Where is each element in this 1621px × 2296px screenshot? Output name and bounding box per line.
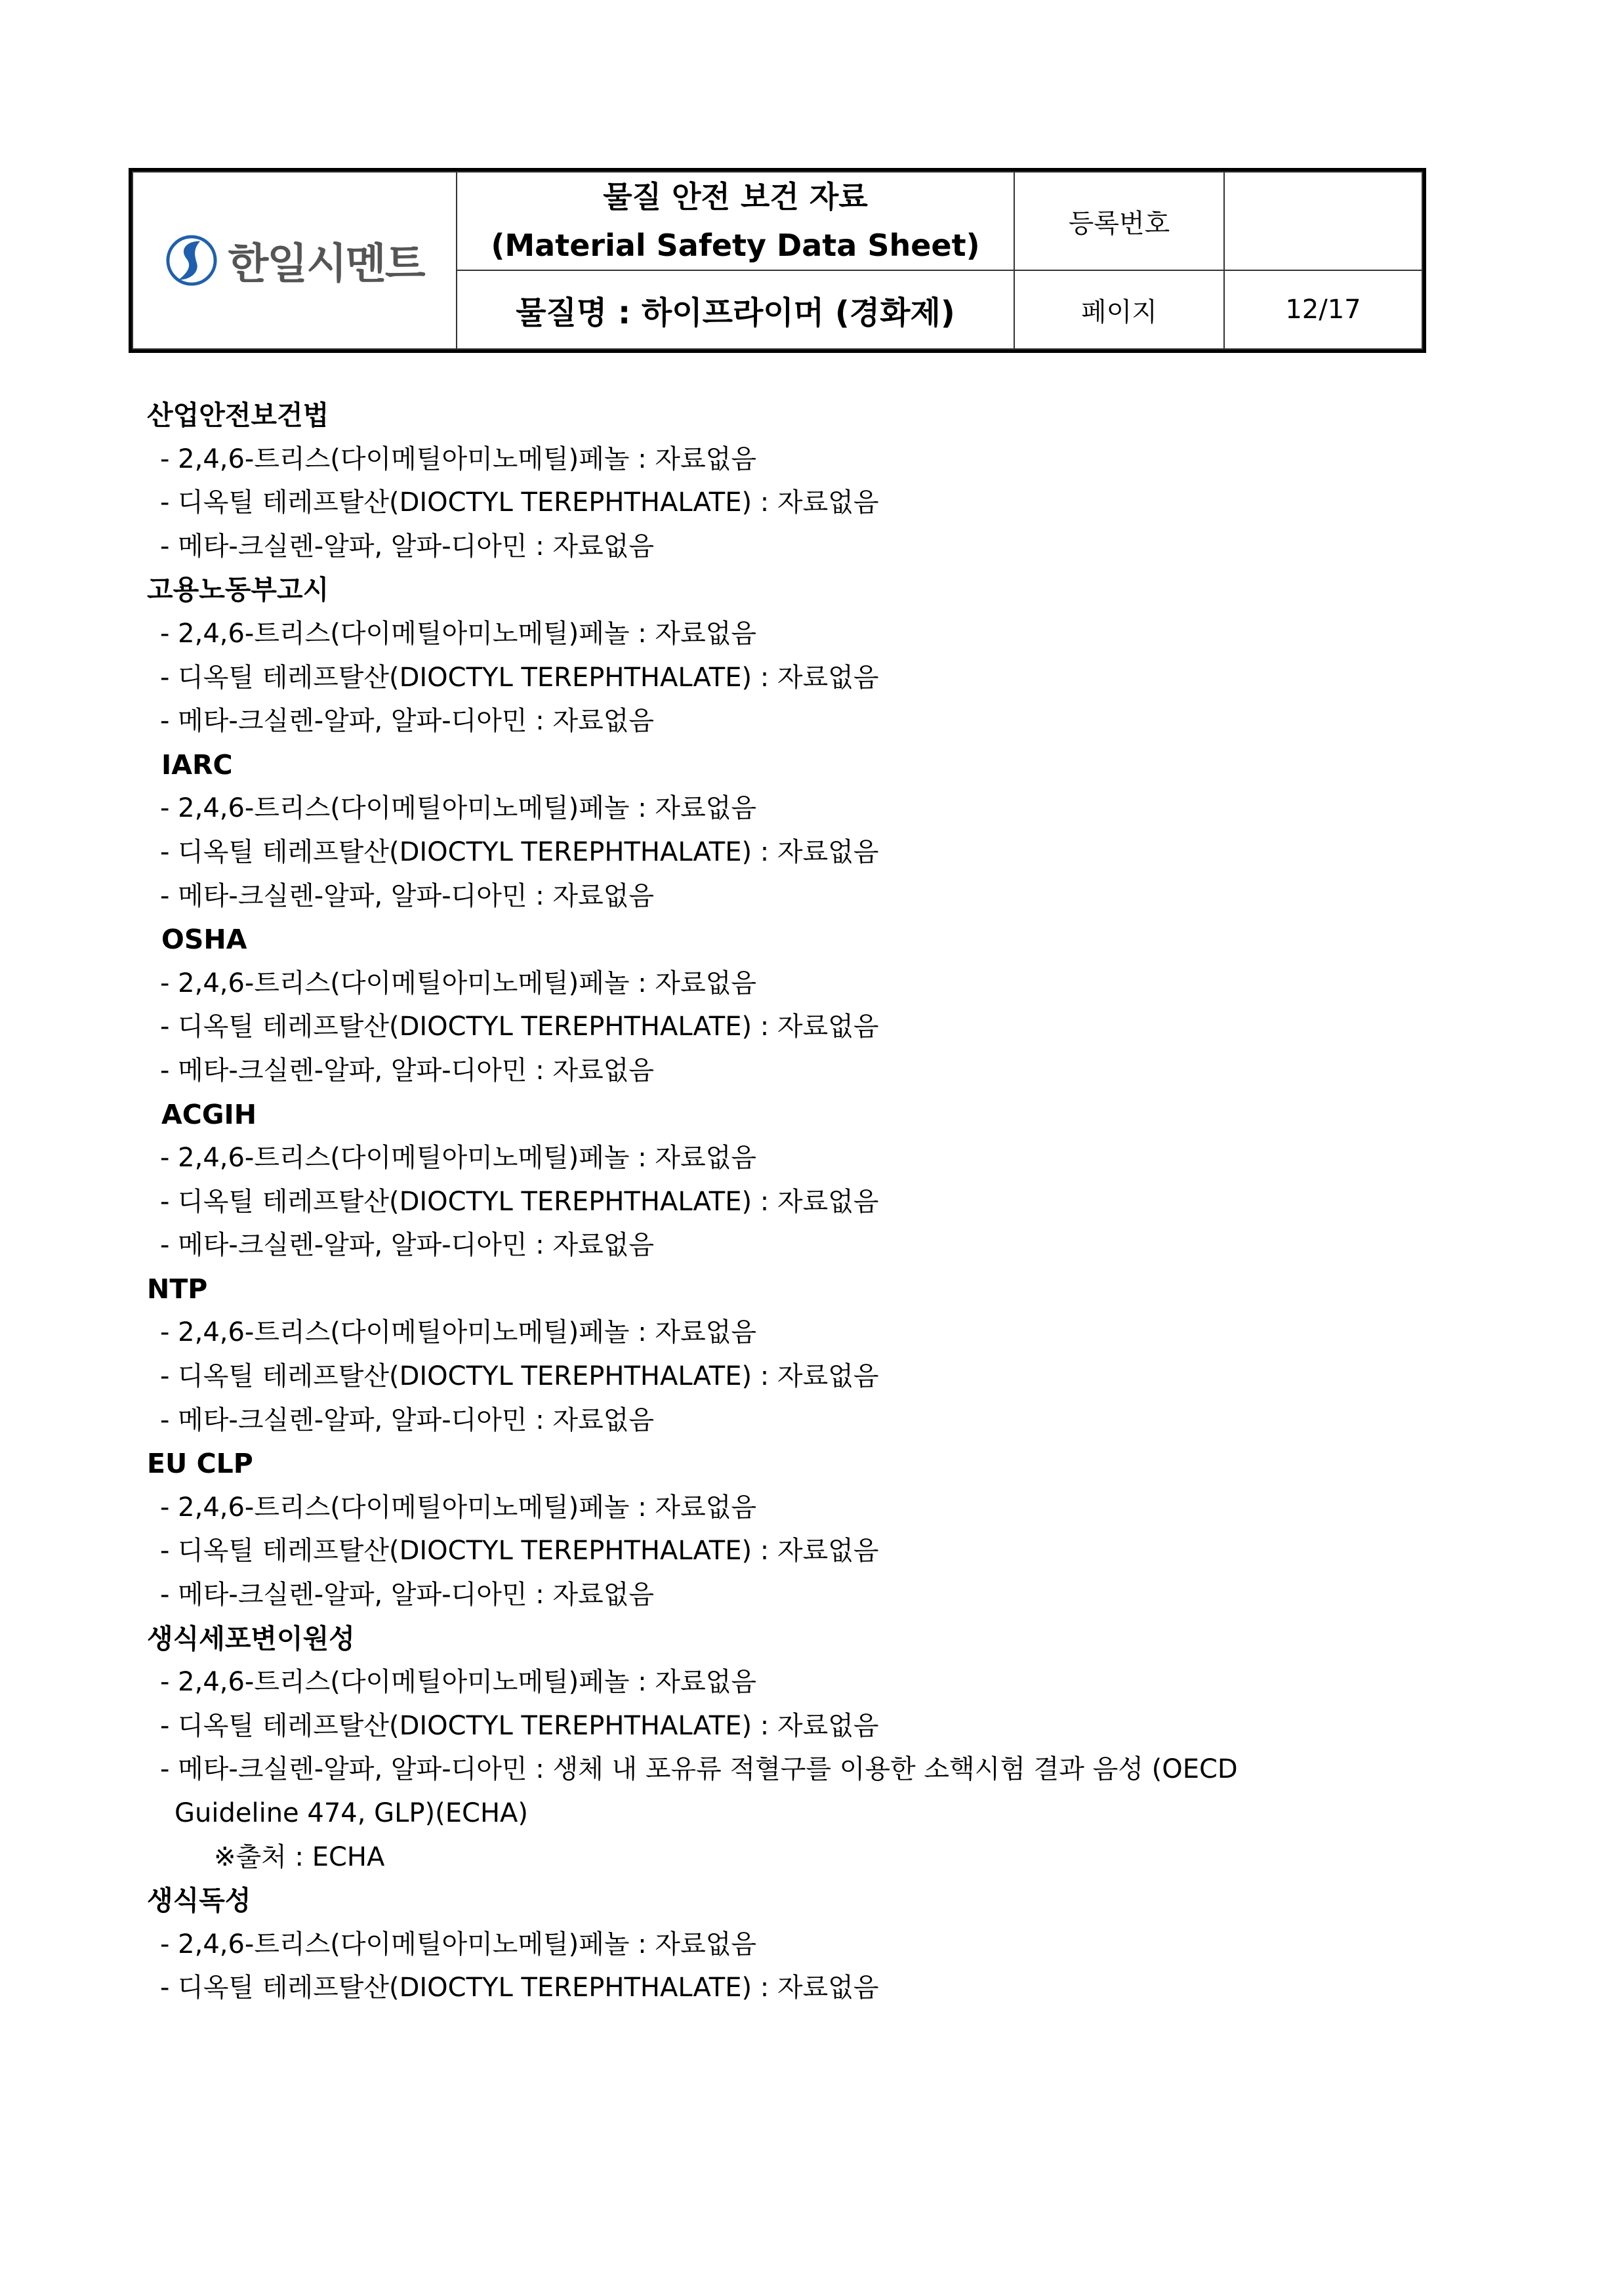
section-heading: 고용노동부고시: [147, 574, 329, 606]
list-item: - 메타-크실렌-알파, 알파-디아민 : 자료없음: [160, 880, 655, 911]
section-ntp: [147, 1267, 1393, 1442]
section-acgih: [147, 1093, 1393, 1267]
section-ministry-notice: [147, 568, 1393, 743]
page-number: 12/17: [1224, 270, 1422, 349]
list-item: - 2,4,6-트리스(다이메틸아미노메틸)페놀 : 자료없음: [160, 618, 756, 649]
list-item: - 디옥틸 테레프탈산(DIOCTYL TEREPHTHALATE) : 자료없음: [160, 1361, 879, 1392]
list-item: - 2,4,6-트리스(다이메틸아미노메틸)페놀 : 자료없음: [160, 1492, 756, 1523]
product-name: 물질명 : 하이프라이머 (경화제): [457, 270, 1014, 349]
list-item: - 디옥틸 테레프탈산(DIOCTYL TEREPHTHALATE) : 자료없음: [160, 487, 879, 518]
list-item: - 메타-크실렌-알파, 알파-디아민 : 자료없음: [160, 531, 655, 562]
title-english: (Material Safety Data Sheet): [491, 228, 980, 263]
list-item: - 2,4,6-트리스(다이메틸아미노메틸)페놀 : 자료없음: [160, 793, 756, 824]
registration-label: 등록번호: [1014, 172, 1224, 270]
title-korean: 물질 안전 보건 자료: [603, 179, 868, 215]
section-heading: OSHA: [161, 924, 247, 956]
list-item: - 메타-크실렌-알파, 알파-디아민 : 자료없음: [160, 706, 655, 737]
document-body: [147, 394, 1393, 2010]
list-item: - 디옥틸 테레프탈산(DIOCTYL TEREPHTHALATE) : 자료없음: [160, 836, 879, 867]
section-heading: 생식독성: [147, 1885, 251, 1917]
section-industrial-safety-act: [147, 394, 1393, 568]
list-item: - 2,4,6-트리스(다이메틸아미노메틸)페놀 : 자료없음: [160, 1667, 756, 1698]
section-heading: 산업안전보건법: [147, 400, 329, 431]
title-cell: [457, 172, 1014, 270]
section-eu-clp: [147, 1442, 1393, 1616]
section-heading: IARC: [161, 748, 233, 781]
section-heading: EU CLP: [147, 1448, 253, 1480]
list-item: - 2,4,6-트리스(다이메틸아미노메틸)페놀 : 자료없음: [160, 1317, 756, 1348]
company-name: 한일시멘트: [228, 240, 424, 289]
list-item: - 2,4,6-트리스(다이메틸아미노메틸)페놀 : 자료없음: [160, 1143, 756, 1174]
section-osha: [147, 918, 1393, 1092]
list-item: - 디옥틸 테레프탈산(DIOCTYL TEREPHTHALATE) : 자료없음: [160, 662, 879, 693]
list-item: - 디옥틸 테레프탈산(DIOCTYL TEREPHTHALATE) : 자료없음: [160, 1186, 879, 1217]
list-item: - 메타-크실렌-알파, 알파-디아민 : 자료없음: [160, 1230, 655, 1261]
section-reproductive-toxicity: [147, 1879, 1393, 2010]
document-header: [129, 168, 1426, 353]
list-item: - 디옥틸 테레프탈산(DIOCTYL TEREPHTHALATE) : 자료없음: [160, 1536, 879, 1567]
section-heading: 생식세포변이원성: [147, 1622, 355, 1654]
company-logo: [133, 230, 456, 291]
list-item: - 메타-크실렌-알파, 알파-디아민 : 생체 내 포유류 적혈구를 이용한 소핵시험 결과 음성 (OECD: [160, 1754, 1238, 1785]
list-item: - 2,4,6-트리스(다이메틸아미노메틸)페놀 : 자료없음: [160, 1929, 756, 1959]
company-logo-icon: [165, 234, 218, 287]
list-item: - 디옥틸 테레프탈산(DIOCTYL TEREPHTHALATE) : 자료없음: [160, 1973, 879, 2003]
list-item-continuation: Guideline 474, GLP)(ECHA): [174, 1798, 529, 1828]
section-heading: ACGIH: [161, 1098, 257, 1130]
source-note: ※출처 : ECHA: [214, 1841, 385, 1872]
list-item: - 2,4,6-트리스(다이메틸아미노메틸)페놀 : 자료없음: [160, 968, 756, 998]
list-item: - 디옥틸 테레프탈산(DIOCTYL TEREPHTHALATE) : 자료없음: [160, 1012, 879, 1042]
section-iarc: [147, 743, 1393, 918]
list-item: - 2,4,6-트리스(다이메틸아미노메틸)페놀 : 자료없음: [160, 443, 756, 474]
section-heading: NTP: [147, 1273, 208, 1305]
list-item: - 메타-크실렌-알파, 알파-디아민 : 자료없음: [160, 1404, 655, 1435]
registration-value: [1224, 172, 1422, 270]
list-item: - 메타-크실렌-알파, 알파-디아민 : 자료없음: [160, 1055, 655, 1086]
list-item: - 디옥틸 테레프탈산(DIOCTYL TEREPHTHALATE) : 자료없음: [160, 1710, 879, 1741]
page-label: 페이지: [1014, 270, 1224, 349]
list-item: - 메타-크실렌-알파, 알파-디아민 : 자료없음: [160, 1580, 655, 1610]
logo-cell: [133, 172, 457, 349]
section-germ-cell-mutagenicity: [147, 1617, 1393, 1879]
